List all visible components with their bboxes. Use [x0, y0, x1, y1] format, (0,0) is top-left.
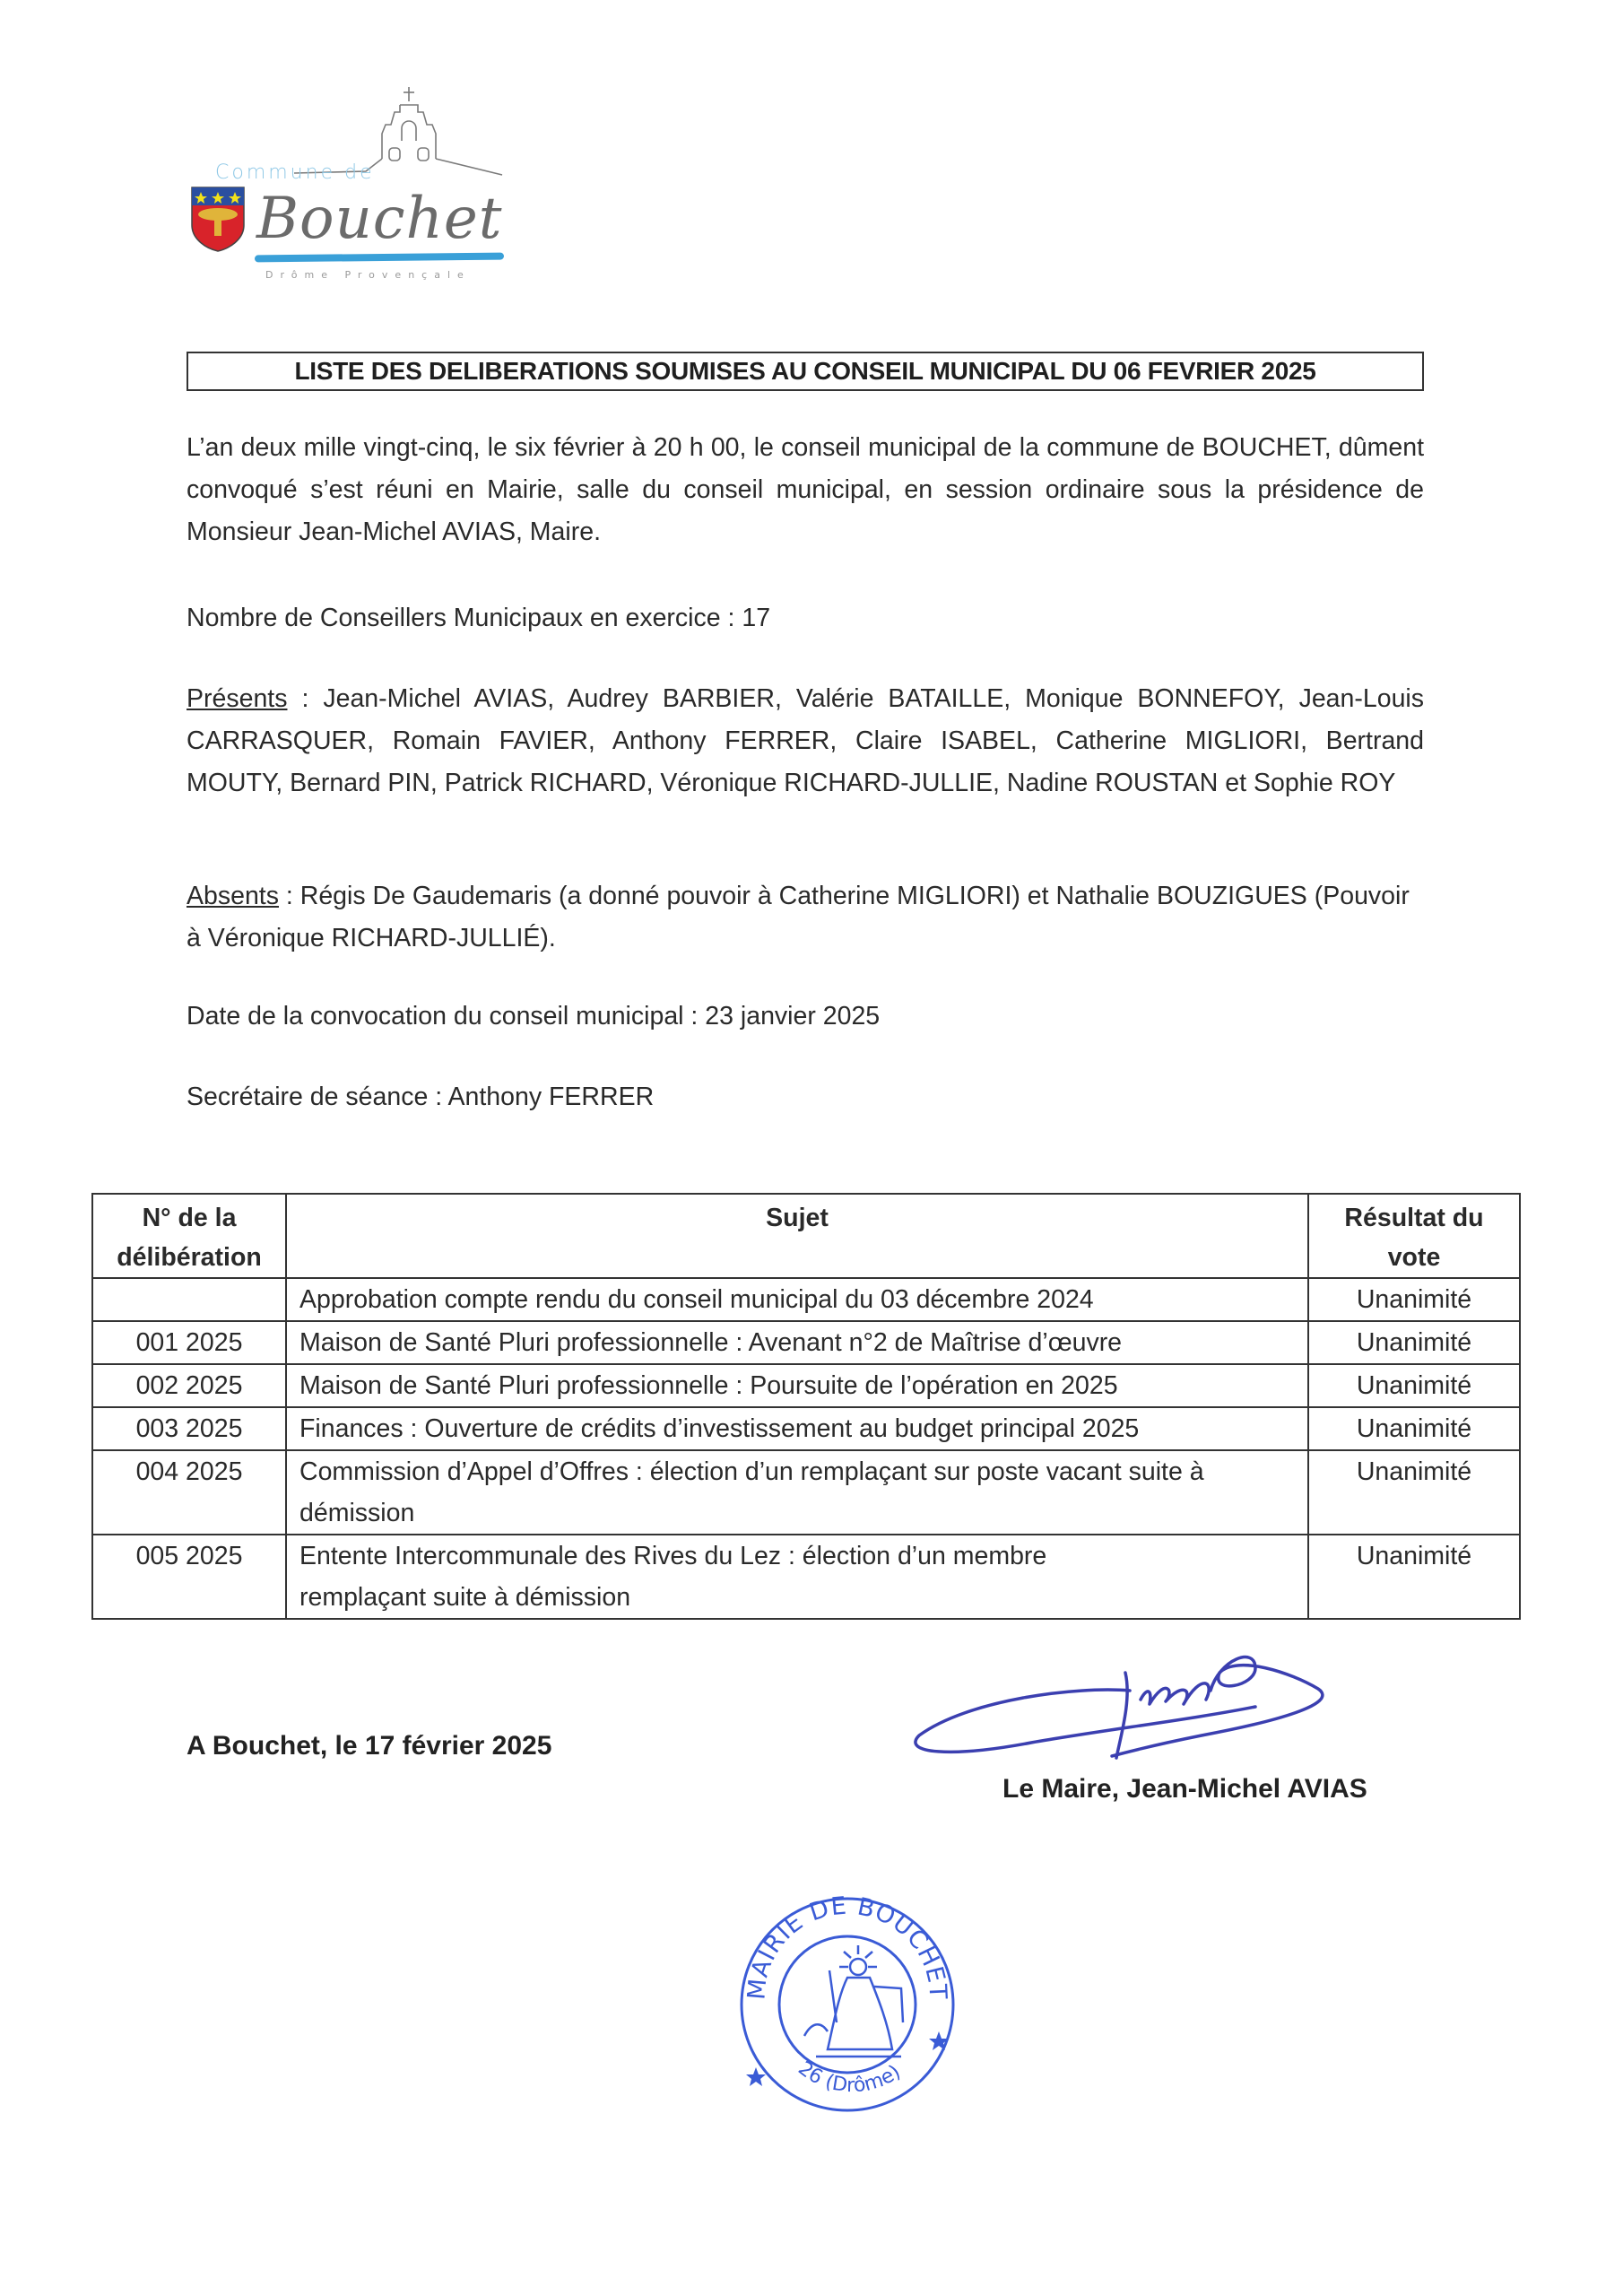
- row-number: 003 2025: [92, 1407, 286, 1450]
- absents-label: Absents: [187, 882, 279, 910]
- presents-list: : Jean-Michel AVIAS, Audrey BARBIER, Valérie BATAILLE, Monique BONNEFOY, Jean-Louis CARRASQUER, Romain FAVIER, Anthony FERRER, Claire ISABEL, Catherine MIGLIORI, Bertrand MOUTY, Bernard PIN, Patrick RICHARD, Véronique RICHARD-JULLIE, Nadine ROUSTAN et Sophie ROY: [187, 684, 1424, 797]
- convocation-date: [187, 996, 1424, 1038]
- members-count-value: 17: [742, 604, 771, 632]
- logo-region: Drôme Provençale: [265, 269, 471, 281]
- logo-town-name: Bouchet: [256, 186, 503, 252]
- coat-of-arms-icon: [190, 186, 246, 252]
- members-count-label: Nombre de Conseillers Municipaux en exercice :: [187, 604, 742, 632]
- commune-logo: [179, 85, 511, 291]
- row-result: Unanimité: [1308, 1535, 1520, 1619]
- absents-paragraph: [187, 875, 1424, 960]
- logo-commune-label: Commune de: [215, 161, 375, 184]
- session-secretary: [187, 1076, 1424, 1118]
- row-subject: Maison de Santé Pluri professionnelle : Poursuite de l’opération en 2025: [286, 1364, 1308, 1407]
- stamp-bottom-text: 26 (Drôme): [794, 2057, 906, 2098]
- row-result: Unanimité: [1308, 1407, 1520, 1450]
- secretary-value: Anthony FERRER: [447, 1083, 655, 1111]
- row-number: [92, 1278, 286, 1321]
- row-result: Unanimité: [1308, 1364, 1520, 1407]
- header-subject: Sujet: [286, 1194, 1308, 1278]
- deliberations-table: [91, 1193, 1521, 1620]
- table-row: [92, 1364, 1520, 1407]
- mayor-signature: [897, 1637, 1363, 1771]
- stamp-top-text: MAIRIE DE BOUCHET: [742, 1892, 952, 2001]
- marianne-seal-icon: [804, 1945, 903, 2057]
- town-hall-stamp: [731, 1888, 964, 2121]
- table-row: [92, 1321, 1520, 1364]
- svg-text:MAIRIE DE BOUCHET: [742, 1892, 951, 2001]
- table-row: [92, 1407, 1520, 1450]
- row-result: Unanimité: [1308, 1450, 1520, 1535]
- place-and-date: A Bouchet, le 17 février 2025: [187, 1731, 552, 1761]
- logo-underline: [255, 253, 504, 263]
- row-number: 004 2025: [92, 1450, 286, 1535]
- table-row: [92, 1535, 1520, 1619]
- row-subject: Entente Intercommunale des Rives du Lez : élection d’un membre remplaçant suite à démission: [286, 1535, 1308, 1619]
- row-subject: Commission d’Appel d’Offres : élection d’un remplaçant sur poste vacant suite à démission: [286, 1450, 1308, 1535]
- row-subject: Finances : Ouverture de crédits d’investissement au budget principal 2025: [286, 1407, 1308, 1450]
- absents-list: : Régis De Gaudemaris (a donné pouvoir à Catherine MIGLIORI) et Nathalie BOUZIGUES (Pouvoir à Véronique RICHARD-JULLIÉ).: [187, 882, 1410, 952]
- intro-paragraph: L’an deux mille vingt-cinq, le six février à 20 h 00, le conseil municipal de la commune de BOUCHET, dûment convoqué s’est réuni en Mairie, salle du conseil municipal, en session ordinaire sous la présidence de Monsieur Jean-Michel AVIAS, Maire.: [187, 433, 1424, 546]
- row-number: 001 2025: [92, 1321, 286, 1364]
- row-number: 002 2025: [92, 1364, 286, 1407]
- header-number: N° de la délibération: [92, 1194, 286, 1278]
- table-header-row: [92, 1194, 1520, 1278]
- table-row: [92, 1450, 1520, 1535]
- table-row: [92, 1278, 1520, 1321]
- members-count: [187, 597, 1424, 639]
- presents-paragraph: [187, 678, 1424, 804]
- convocation-label: Date de la convocation du conseil municipal :: [187, 1002, 706, 1031]
- presents-label: Présents: [187, 684, 288, 713]
- mayor-name: Le Maire, Jean-Michel AVIAS: [1002, 1774, 1367, 1804]
- row-result: Unanimité: [1308, 1321, 1520, 1364]
- row-subject: Approbation compte rendu du conseil municipal du 03 décembre 2024: [286, 1278, 1308, 1321]
- document-title: LISTE DES DELIBERATIONS SOUMISES AU CONSEIL MUNICIPAL DU 06 FEVRIER 2025: [187, 352, 1424, 391]
- row-number: 005 2025: [92, 1535, 286, 1619]
- convocation-value: 23 janvier 2025: [705, 1002, 881, 1031]
- svg-text:26 (Drôme): [794, 2057, 905, 2097]
- header-result: Résultat du vote: [1308, 1194, 1520, 1278]
- secretary-label: Secrétaire de séance :: [187, 1083, 448, 1111]
- row-subject: Maison de Santé Pluri professionnelle : Avenant n°2 de Maîtrise d’œuvre: [286, 1321, 1308, 1364]
- row-result: Unanimité: [1308, 1278, 1520, 1321]
